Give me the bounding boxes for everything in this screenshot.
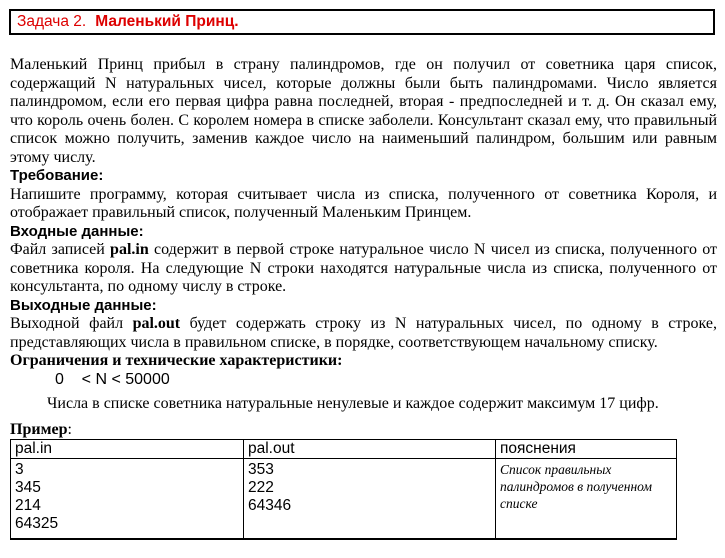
pal-in-line: 345: [15, 479, 41, 496]
example-heading: [10, 421, 717, 440]
input-text-after: содержит в первой строке натуральное число N чисел из списка, полученного от советника короля. На следующие N строки находятся натуральные числа из списка, полученного от консультанта, по одному числу в строке.: [10, 241, 717, 295]
task-title-box: [9, 9, 715, 35]
input-file-name: pal.in: [110, 241, 149, 258]
column-header-pal-in: pal.in: [11, 440, 244, 459]
story-paragraph: Маленький Принц прибыл в страну палиндромов, где он получил от советника царя список, содержащий N натуральных чисел, которые должны были быть палиндромами. Число является палиндромом, если его первая цифра равна последней, вторая - предпоследней и т. д. Он сказал ему, что король очень болен. С королем номера в списке заболели. Консультант сказал ему, что правильный список можно получить, заменив каждое число на наименьший палиндром, большим или равным этому числу.: [10, 56, 717, 166]
pal-out-line: 64346: [248, 497, 292, 514]
example-colon: :: [67, 420, 72, 438]
input-heading: Входные данные:: [10, 222, 144, 240]
output-file-name: pal.out: [132, 315, 181, 332]
requirement-heading: Требование:: [10, 167, 104, 184]
output-heading: Выходные данные:: [10, 296, 157, 314]
problem-content: [10, 56, 717, 540]
requirement-paragraph: Напишите программу, которая считывает числа из списка, полученного от советника Короля, и отображает правильный список, полученный Маленьким Принцем.: [10, 185, 717, 221]
input-paragraph: [10, 241, 717, 297]
example-table-data-row: [11, 459, 677, 540]
output-paragraph: [10, 315, 717, 352]
n-range-line: 0 < N < 50000: [55, 370, 170, 388]
example-label: Пример: [10, 420, 68, 438]
pal-out-line: 353: [248, 461, 274, 478]
pal-in-line: 3: [15, 461, 24, 478]
constraints-note: Числа в списке советника натуральные ненулевые и каждое содержит максимум 17 цифр.: [47, 395, 659, 412]
task-number: Задача 2.: [17, 13, 87, 30]
pal-out-line: 222: [248, 479, 274, 496]
example-table-header-row: [11, 440, 677, 459]
pal-in-line: 64325: [15, 515, 59, 532]
task-name: Маленький Принц.: [95, 13, 239, 30]
example-table: [10, 439, 677, 540]
column-header-pal-out: pal.out: [244, 440, 496, 459]
output-text-after: будет содержать строку из N натуральных чисел, по одному в строке, представляющих числа в правильном списке, в порядке, соответствующем начальному списку.: [10, 315, 717, 351]
explanation-cell: Список правильных палиндромов в полученном списке: [496, 459, 677, 540]
pal-in-line: 214: [15, 497, 41, 514]
input-text-before: Файл записей: [10, 241, 111, 258]
pal-in-cell: [11, 459, 244, 540]
pal-out-cell: [244, 459, 496, 540]
constraints-heading: Ограничения и технические характеристики:: [10, 352, 343, 369]
output-text-before: Выходной файл: [10, 315, 133, 332]
column-header-explanation: пояснения: [496, 440, 677, 459]
